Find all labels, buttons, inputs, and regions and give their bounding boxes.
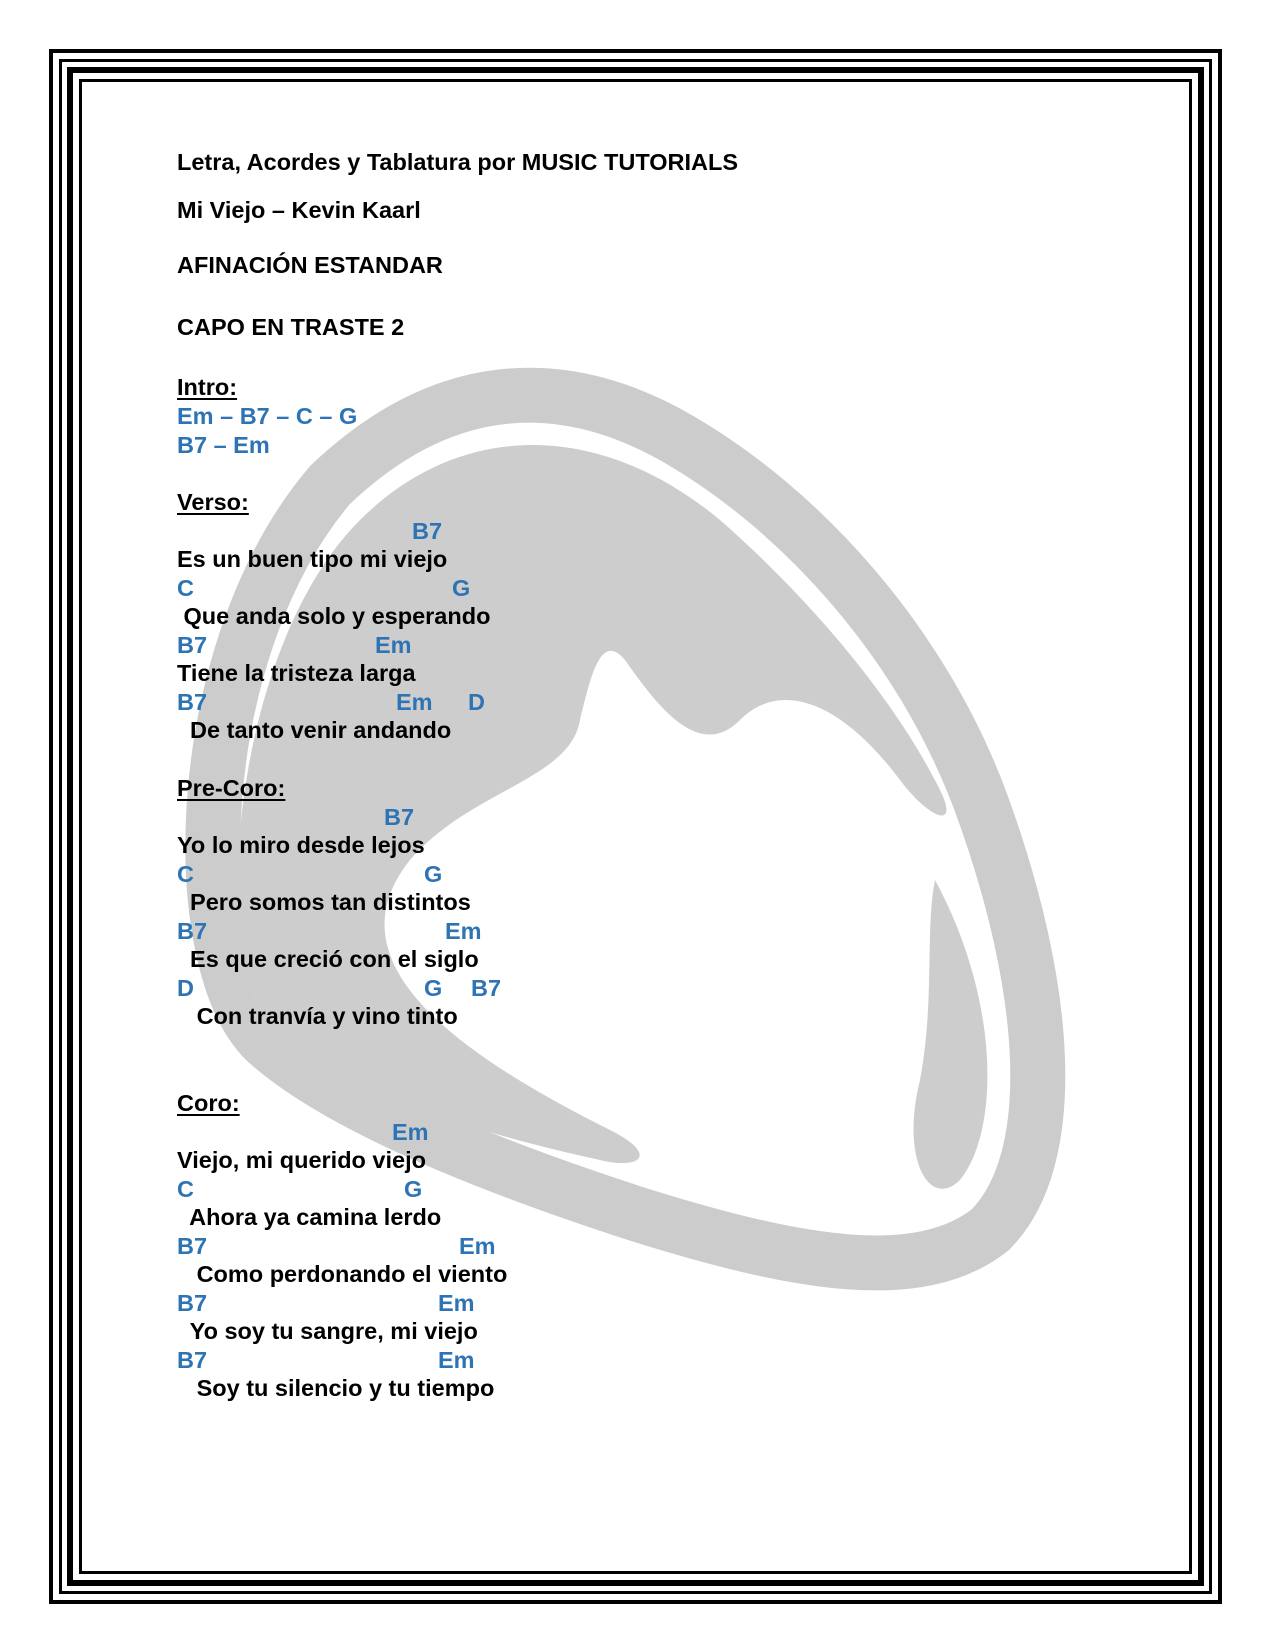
- chord: G: [404, 1176, 423, 1202]
- intro-chord-line: B7 – Em: [177, 432, 270, 458]
- chord: G: [452, 575, 471, 601]
- song-title: Mi Viejo – Kevin Kaarl: [177, 197, 421, 223]
- chord: D: [177, 975, 194, 1001]
- chord: Em: [396, 689, 433, 715]
- chord: Em: [459, 1233, 496, 1259]
- chord: B7: [177, 1347, 208, 1373]
- section-title-precoro: Pre-Coro:: [177, 775, 286, 801]
- chord: B7: [177, 632, 208, 658]
- chord: G: [424, 975, 443, 1001]
- chord: B7: [177, 1290, 208, 1316]
- lyric-line: Soy tu silencio y tu tiempo: [177, 1375, 495, 1401]
- lyric-line: Que anda solo y esperando: [177, 603, 491, 629]
- chord: Em: [438, 1290, 475, 1316]
- chord: D: [468, 689, 485, 715]
- chord: B7: [177, 918, 208, 944]
- section-title-coro: Coro:: [177, 1090, 240, 1116]
- chord: Em: [438, 1347, 475, 1373]
- lyric-line: Yo soy tu sangre, mi viejo: [177, 1318, 478, 1344]
- section-title-verso: Verso:: [177, 489, 249, 515]
- lyric-line: Es un buen tipo mi viejo: [177, 546, 448, 572]
- lyric-line: Pero somos tan distintos: [177, 889, 471, 915]
- lyric-line: Con tranvía y vino tinto: [177, 1003, 458, 1029]
- chord: C: [177, 1176, 194, 1202]
- chord: Em: [445, 918, 482, 944]
- chord: B7: [471, 975, 502, 1001]
- lyric-line: Ahora ya camina lerdo: [177, 1204, 442, 1230]
- lyric-line: Yo lo miro desde lejos: [177, 832, 425, 858]
- intro-chord-line: Em – B7 – C – G: [177, 403, 358, 429]
- credit-line: Letra, Acordes y Tablatura por MUSIC TUTORIALS: [177, 149, 739, 175]
- lyric-line: De tanto venir andando: [177, 717, 452, 743]
- chord: B7: [384, 804, 415, 830]
- chord: C: [177, 861, 194, 887]
- chord: B7: [177, 1233, 208, 1259]
- lyric-line: Como perdonando el viento: [177, 1261, 508, 1287]
- chord: Em: [392, 1119, 429, 1145]
- lyric-line: Tiene la tristeza larga: [177, 660, 416, 686]
- chord: C: [177, 575, 194, 601]
- lyric-line: Es que creció con el siglo: [177, 946, 479, 972]
- chord: B7: [412, 518, 443, 544]
- lyric-line: Viejo, mi querido viejo: [177, 1147, 426, 1173]
- tuning-label: AFINACIÓN ESTANDAR: [177, 252, 443, 278]
- chord: G: [424, 861, 443, 887]
- capo-label: CAPO EN TRASTE 2: [177, 314, 405, 340]
- chord: B7: [177, 689, 208, 715]
- section-title-intro: Intro:: [177, 374, 238, 400]
- chord: Em: [375, 632, 412, 658]
